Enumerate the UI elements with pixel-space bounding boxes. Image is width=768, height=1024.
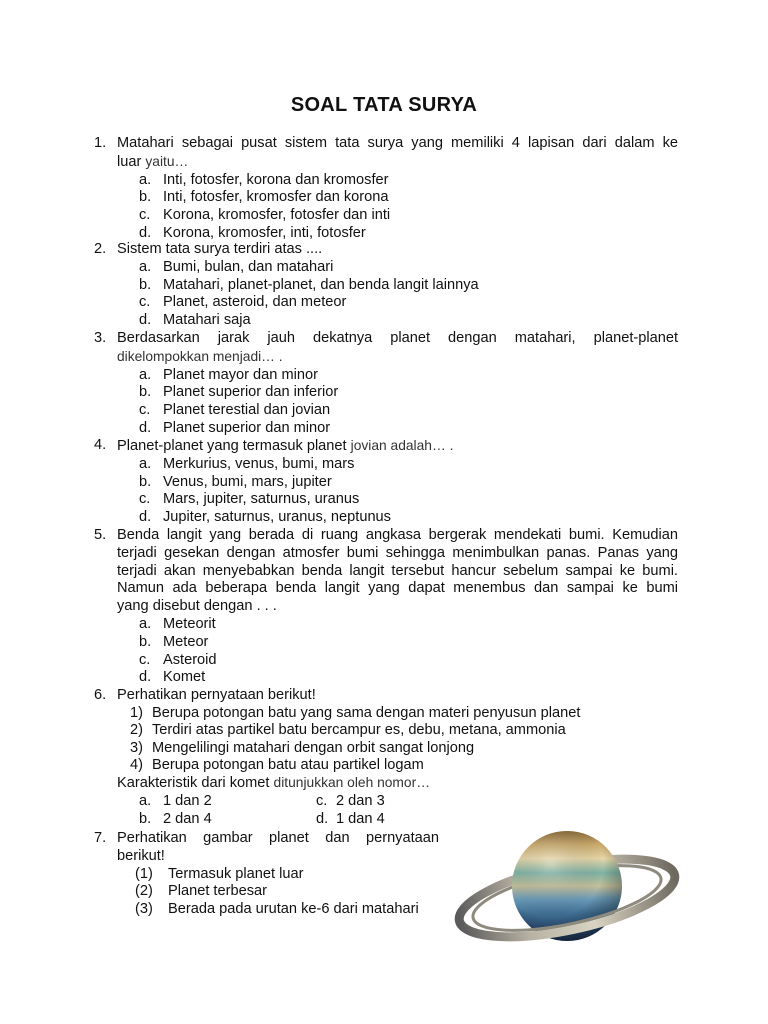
question-7 — [94, 830, 439, 919]
option-b: b. Venus, bumi, mars, jupiter — [139, 473, 332, 490]
option-a-letter: a. — [139, 793, 152, 810]
question-1 — [94, 135, 678, 243]
question-line-2: terjadi gesekan dengan atmosfer bumi sehingga menimbulkan panas. Panas yang — [117, 544, 678, 561]
statement-2: 2) Terdiri atas partikel batu bercampur es, debu, metana, ammonia — [130, 722, 566, 739]
option-list — [117, 367, 678, 438]
option-list — [117, 172, 678, 243]
question-text-cont: dikelompokkan menjadi… . — [117, 348, 283, 364]
option-a: a. Meteorit — [139, 615, 216, 632]
option-a: a. Bumi, bulan, dan matahari — [139, 258, 334, 275]
question-number: 5. — [94, 527, 107, 543]
saturn-planet-image — [452, 828, 682, 954]
question-5 — [94, 527, 678, 687]
option-b: b. Inti, fotosfer, kromosfer dan korona — [139, 189, 389, 206]
statement-4: 4) Berupa potongan batu atau partikel logam — [130, 756, 424, 773]
statement-2: (2) Planet terbesar — [135, 883, 267, 900]
option-list — [117, 616, 678, 687]
option-a: a. Inti, fotosfer, korona dan kromosfer — [139, 171, 389, 188]
statement-1: (1) Termasuk planet luar — [135, 865, 304, 882]
option-d: d. Korona, kromosfer, inti, fotosfer — [139, 224, 366, 241]
statement-3: (3) Berada pada urutan ke-6 dari matahari — [135, 901, 419, 918]
question-prompt: Karakteristik dari komet ditunjukkan oleh nomor… — [117, 775, 430, 792]
option-d: d. Planet superior dan minor — [139, 419, 331, 436]
option-row-1 — [117, 793, 678, 811]
option-d-text: 1 dan 4 — [336, 810, 385, 827]
question-text-cont: luar yaitu… — [117, 153, 189, 170]
option-list — [117, 259, 678, 330]
question-number: 6. — [94, 687, 107, 703]
statement-1: 1) Berupa potongan batu yang sama dengan materi penyusun planet — [130, 704, 581, 721]
option-c: c. Korona, kromosfer, fotosfer dan inti — [139, 207, 391, 224]
question-6 — [94, 687, 678, 829]
statement-list — [117, 866, 439, 919]
option-b: b. Matahari, planet-planet, dan benda langit lainnya — [139, 276, 479, 293]
option-b-text: 2 dan 4 — [163, 810, 212, 827]
option-c: c. Planet, asteroid, dan meteor — [139, 294, 347, 311]
statement-3: 3) Mengelilingi matahari dengan orbit sangat lonjong — [130, 739, 475, 756]
option-row-2 — [117, 811, 678, 829]
question-line-1: Benda langit yang berada di ruang angkasa bergerak mendekati bumi. Kemudian — [117, 527, 678, 543]
question-2 — [94, 241, 678, 330]
question-text: Matahari sebagai pusat sistem tata surya yang memiliki 4 lapisan dari dalam ke — [117, 135, 678, 151]
question-line-3: terjadi akan menyebabkan benda langit tersebut hancur sebelum sampai ke bumi. — [117, 562, 678, 579]
option-d-letter: d. — [316, 810, 329, 827]
question-number: 3. — [94, 330, 107, 346]
option-a: a. Planet mayor dan minor — [139, 366, 318, 383]
question-text: Berdasarkan jarak jauh dekatnya planet dengan matahari, planet-planet — [117, 330, 678, 346]
question-text: Perhatikan gambar planet dan pernyataan — [117, 830, 439, 846]
question-text: Perhatikan pernyataan berikut! — [117, 687, 316, 703]
question-text: Planet-planet yang termasuk planet jovian adalah… . — [117, 438, 454, 454]
option-c: c. Asteroid — [139, 651, 217, 668]
question-number: 2. — [94, 241, 107, 257]
question-4 — [94, 437, 678, 527]
question-3 — [94, 330, 678, 438]
option-d: d. Komet — [139, 669, 206, 686]
document-title: SOAL TATA SURYA — [290, 94, 478, 116]
option-d: d. Jupiter, saturnus, uranus, neptunus — [139, 509, 391, 526]
question-line-4: Namun ada beberapa benda langit yang dapat menembus dan sampai ke bumi — [117, 580, 678, 597]
option-b-letter: b. — [139, 810, 152, 827]
question-number: 4. — [94, 437, 107, 453]
option-grid — [117, 793, 678, 829]
option-d: d. Matahari saja — [139, 312, 251, 329]
question-number: 1. — [94, 135, 107, 151]
option-a-text: 1 dan 2 — [163, 793, 212, 810]
option-list — [117, 456, 678, 527]
option-b: b. Meteor — [139, 633, 209, 650]
option-c-text: 2 dan 3 — [336, 793, 385, 810]
question-number: 7. — [94, 830, 107, 846]
statement-list — [117, 705, 678, 775]
question-line-5: yang disebut dengan . . . — [117, 598, 277, 615]
question-text-cont: berikut! — [117, 847, 165, 864]
option-c: c. Mars, jupiter, saturnus, uranus — [139, 491, 360, 508]
question-text: Sistem tata surya terdiri atas .... — [117, 241, 323, 257]
option-a: a. Merkurius, venus, bumi, mars — [139, 455, 355, 472]
option-c: c. Planet terestial dan jovian — [139, 402, 331, 419]
option-b: b. Planet superior dan inferior — [139, 384, 339, 401]
option-c-letter: c. — [316, 793, 328, 810]
